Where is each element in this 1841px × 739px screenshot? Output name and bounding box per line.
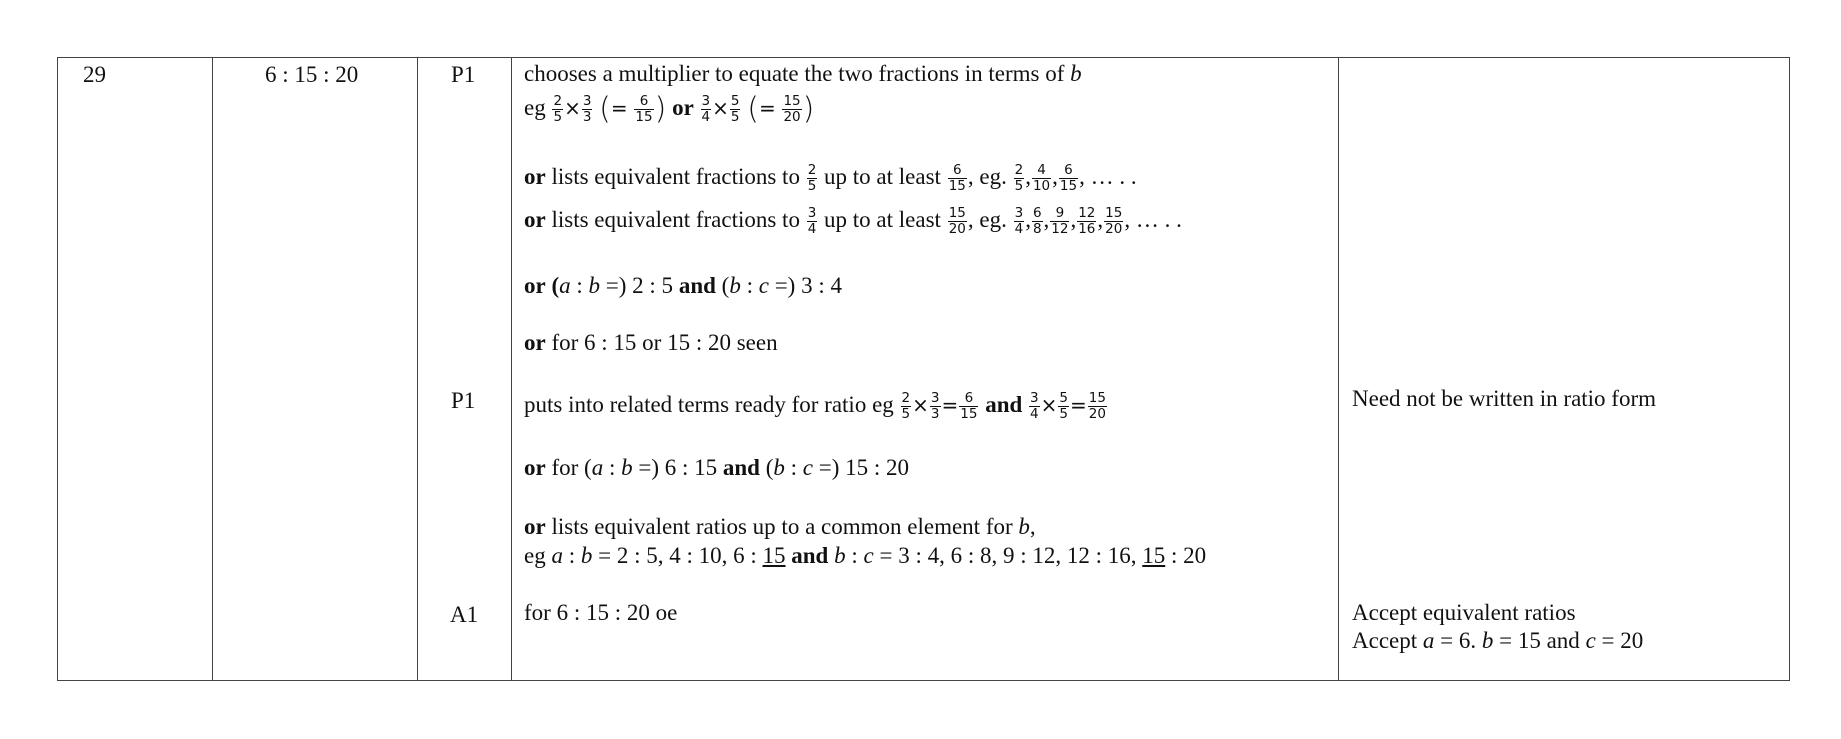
fraction: $\frac{5}{5}$ xyxy=(1059,390,1068,423)
fraction: $\frac{4}{10}$ xyxy=(1032,162,1051,195)
fraction: $\frac{2}{5}$ xyxy=(807,162,817,195)
question-number: 29 xyxy=(83,62,106,87)
note-accept-values: Accept a = 6. b = 15 and c = 20 xyxy=(1352,628,1644,653)
mark-a1: A1 xyxy=(450,602,479,627)
note-ratio-form: Need not be written in ratio form xyxy=(1352,386,1657,411)
scheme-line-final-answer: for 6 : 15 : 20 oe xyxy=(524,600,678,625)
column-divider xyxy=(417,58,418,680)
fraction: $\frac{15}{20}$ xyxy=(948,205,966,238)
scheme-line-ratios: or (a : b =) 2 : 5 and (b : c =) 3 : 4 xyxy=(524,273,842,298)
mark-p1-first: P1 xyxy=(451,62,476,87)
scheme-line-list-ratios: or lists equivalent ratios up to a common element for b, xyxy=(524,514,1036,539)
fraction: $\frac{2}{5}$ xyxy=(1014,162,1024,195)
fraction: $\frac{3}{3}$ xyxy=(930,390,940,423)
fraction: $\frac{3}{4}$ xyxy=(1014,205,1024,238)
fraction: $\frac{15}{20}$ xyxy=(1105,205,1123,238)
fraction: $\frac{2}{5}$ xyxy=(553,93,563,126)
mark-scheme-table xyxy=(57,57,1790,681)
fraction: $\frac{3}{4}$ xyxy=(1030,390,1039,423)
fraction: $\frac{3}{4}$ xyxy=(807,205,817,238)
fraction: $\frac{12}{16}$ xyxy=(1078,205,1096,238)
fraction: $\frac{6}{15}$ xyxy=(1059,162,1078,195)
fraction: $\frac{2}{5}$ xyxy=(901,390,911,423)
column-divider xyxy=(1338,58,1339,680)
answer: 6 : 15 : 20 xyxy=(265,62,359,87)
note-accept-equivalent: Accept equivalent ratios xyxy=(1352,600,1576,625)
scheme-line-seen: or for 6 : 15 or 15 : 20 seen xyxy=(524,330,778,355)
fraction: $\frac{3}{3}$ xyxy=(582,93,592,126)
fraction: $\frac{6}{15}$ xyxy=(635,93,653,126)
fraction: $\frac{15}{20}$ xyxy=(1088,390,1106,423)
scheme-line-related-terms: puts into related terms ready for ratio eg $\frac{2}{5}$ × $\frac{3}{3}$ = $\frac{6}{15}$ and $\frac{3}{4}$ × $\frac{5}{5}$ = $\frac{15}{20}$ xyxy=(524,390,1106,423)
mark-p1-second: P1 xyxy=(451,388,476,413)
fraction: $\frac{3}{4}$ xyxy=(701,93,711,126)
scheme-line-multiplier: chooses a multiplier to equate the two fractions in terms of b xyxy=(524,61,1082,86)
fraction: $\frac{6}{15}$ xyxy=(960,390,978,423)
fraction: $\frac{6}{15}$ xyxy=(948,162,966,195)
column-divider xyxy=(511,58,512,680)
fraction: $\frac{9}{12}$ xyxy=(1051,205,1069,238)
scheme-line-equivalent-2-5: or lists equivalent fractions to $\frac{2}{5}$ up to at least $\frac{6}{15}$ , eg. $\frac{2}{5}$ , $\frac{4}{10}$ , $\frac{6}{15}$ , … . . xyxy=(524,162,1137,195)
scheme-line-list-ratios-example: eg a : b = 2 : 5, 4 : 10, 6 : 15 and b : c = 3 : 4, 6 : 8, 9 : 12, 12 : 16, 15 : 20 xyxy=(524,543,1207,568)
scheme-line-multiplier-example: eg $\frac{2}{5}$ × $\frac{3}{3}$ (= $\frac{6}{15}$ ) or $\frac{3}{4}$ × $\frac{5}{5}$ (= $\frac{15}{20}$ ) xyxy=(524,91,815,127)
column-divider xyxy=(212,58,213,680)
fraction: $\frac{5}{5}$ xyxy=(730,93,740,126)
fraction: $\frac{6}{8}$ xyxy=(1032,205,1042,238)
fraction: $\frac{15}{20}$ xyxy=(783,93,801,126)
scheme-line-equivalent-3-4: or lists equivalent fractions to $\frac{3}{4}$ up to at least $\frac{15}{20}$ , eg. $\frac{3}{4}$ , $\frac{6}{8}$ , $\frac{9}{12}$ , $\frac{12}{16}$ , $\frac{15}{20}$ , … . . xyxy=(524,205,1182,238)
scheme-line-ratios-2: or for (a : b =) 6 : 15 and (b : c =) 15 : 20 xyxy=(524,455,910,480)
